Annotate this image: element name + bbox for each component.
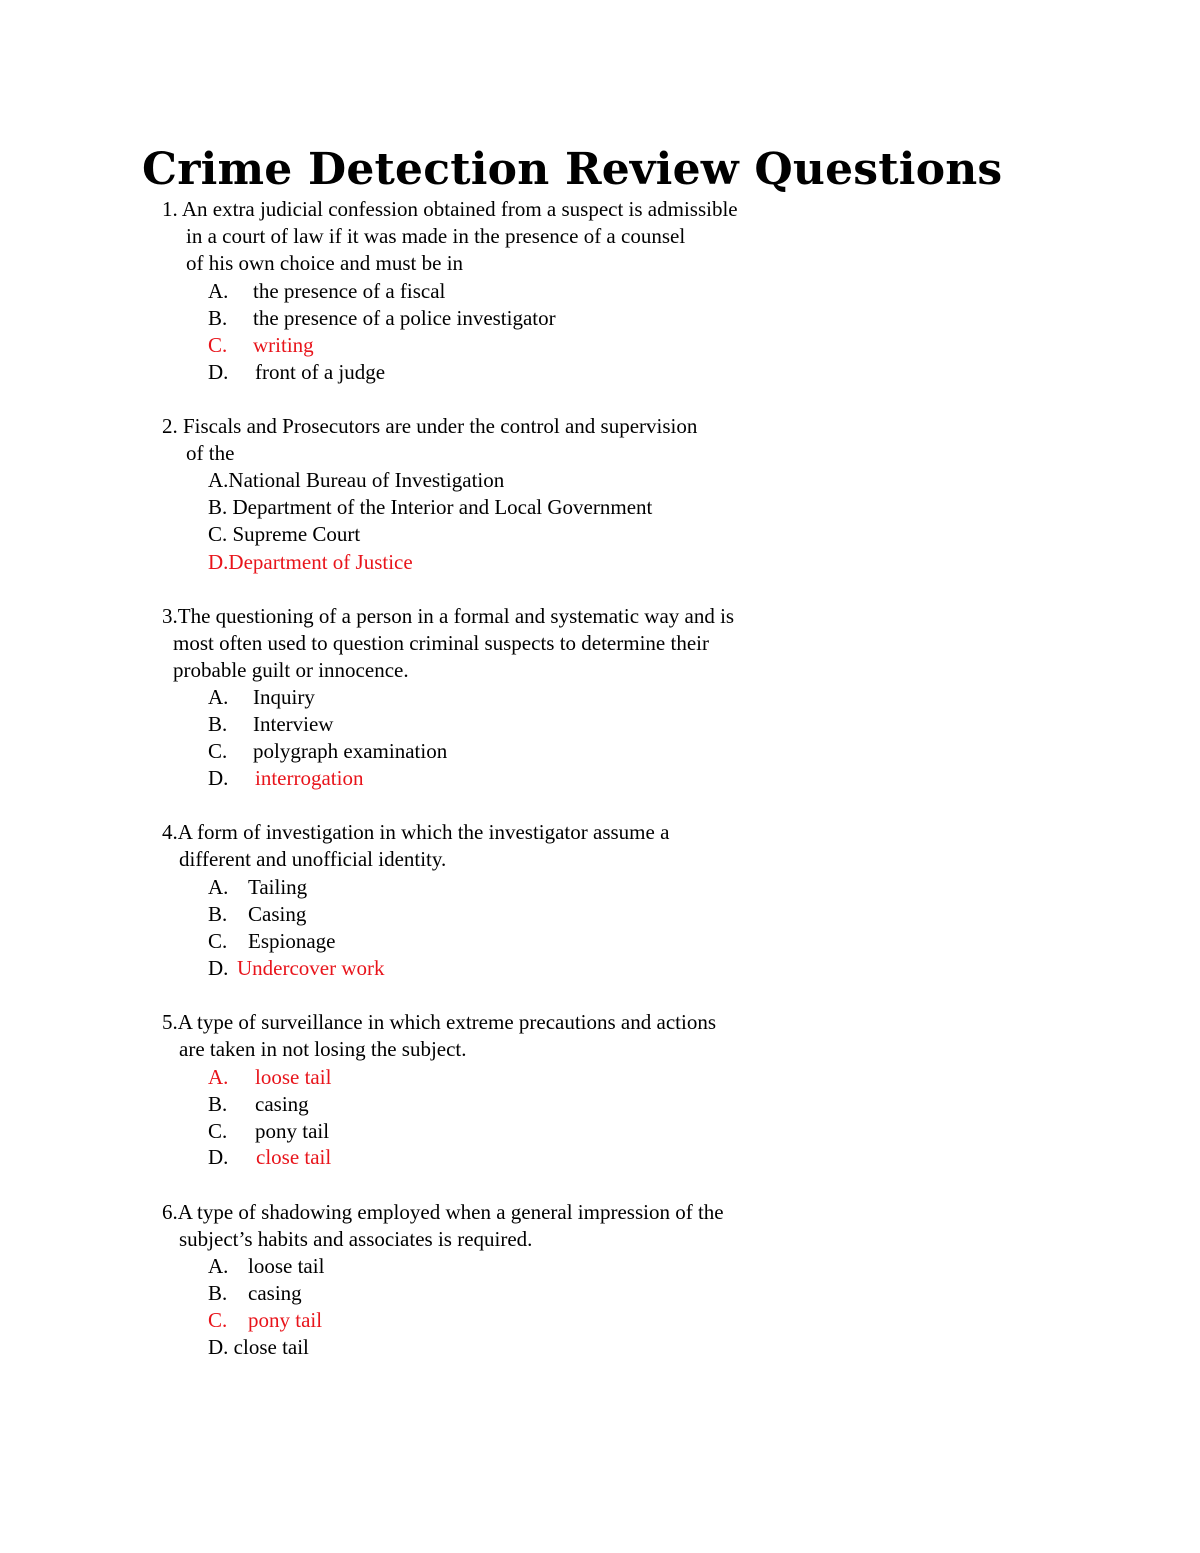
question-6-option-c-letter: C. bbox=[208, 1308, 228, 1332]
question-1-option-d-letter: D. bbox=[208, 360, 229, 384]
question-4-option-c-text: Espionage bbox=[248, 929, 336, 953]
question-1-option-b-text: the presence of a police investigator bbox=[253, 306, 556, 330]
question-5-option-d-letter: D. bbox=[208, 1145, 229, 1169]
question-4-option-a-letter: A. bbox=[208, 875, 229, 899]
question-4-option-d-text-correct: Undercover work bbox=[237, 956, 385, 980]
question-5-option-a-letter: A. bbox=[208, 1065, 229, 1089]
question-3-option-d-letter: D. bbox=[208, 766, 229, 790]
question-6-option-b-letter: B. bbox=[208, 1281, 228, 1305]
question-4-option-b-letter: B. bbox=[208, 902, 228, 926]
question-5-stem-line-2: are taken in not losing the subject. bbox=[179, 1037, 467, 1061]
question-4-option-d-letter: D. bbox=[208, 956, 229, 980]
question-1-option-c-text-correct: writing bbox=[253, 333, 314, 357]
question-2-option-c: C. Supreme Court bbox=[208, 522, 361, 546]
question-1-option-b-letter: B. bbox=[208, 306, 228, 330]
question-2-stem-line-2: of the bbox=[186, 441, 235, 465]
question-6-stem-line-1: 6.A type of shadowing employed when a general impression of the bbox=[162, 1200, 724, 1224]
question-2-stem-line-1: 2. Fiscals and Prosecutors are under the control and supervision bbox=[162, 414, 698, 438]
question-1-stem-line-1: 1. An extra judicial confession obtained from a suspect is admissible bbox=[162, 197, 738, 221]
question-4-stem-line-1: 4.A form of investigation in which the investigator assume a bbox=[162, 820, 670, 844]
question-4-option-a-text: Tailing bbox=[248, 875, 308, 899]
question-5-option-b-letter: B. bbox=[208, 1092, 228, 1116]
question-6-option-c-text-correct: pony tail bbox=[248, 1308, 323, 1332]
question-5-option-d-text-correct: close tail bbox=[256, 1145, 332, 1169]
question-5-option-c-text: pony tail bbox=[255, 1119, 330, 1143]
question-2-option-a: A.National Bureau of Investigation bbox=[208, 468, 505, 492]
question-6-option-b-text: casing bbox=[248, 1281, 302, 1305]
question-3-option-a-text: Inquiry bbox=[253, 685, 315, 709]
question-4-option-c-letter: C. bbox=[208, 929, 228, 953]
question-1-stem-line-3: of his own choice and must be in bbox=[186, 251, 464, 275]
question-1-stem-line-2: in a court of law if it was made in the presence of a counsel bbox=[186, 224, 686, 248]
question-6-stem-line-2: subject’s habits and associates is required. bbox=[179, 1227, 533, 1251]
question-5-option-a-text-correct: loose tail bbox=[255, 1065, 332, 1089]
question-4-option-b-text: Casing bbox=[248, 902, 307, 926]
question-3-stem-line-1: 3.The questioning of a person in a formal and systematic way and is bbox=[162, 604, 735, 628]
question-3-option-b-letter: B. bbox=[208, 712, 228, 736]
question-4-stem-line-2: different and unofficial identity. bbox=[179, 847, 447, 871]
question-1-option-a-text: the presence of a fiscal bbox=[253, 279, 446, 303]
page-title: Crime Detection Review Questions bbox=[142, 144, 1003, 195]
question-6-option-a-letter: A. bbox=[208, 1254, 229, 1278]
question-6-option-a-text: loose tail bbox=[248, 1254, 325, 1278]
question-3-stem-line-3: probable guilt or innocence. bbox=[173, 658, 409, 682]
question-3-option-c-text: polygraph examination bbox=[253, 739, 448, 763]
question-5-stem-line-1: 5.A type of surveillance in which extreme precautions and actions bbox=[162, 1010, 716, 1034]
question-1-option-d-text: front of a judge bbox=[255, 360, 386, 384]
question-1-option-c-letter: C. bbox=[208, 333, 228, 357]
question-3-option-b-text: Interview bbox=[253, 712, 334, 736]
question-3-option-c-letter: C. bbox=[208, 739, 228, 763]
question-3-option-a-letter: A. bbox=[208, 685, 229, 709]
question-2-option-d-correct: D.Department of Justice bbox=[208, 550, 413, 574]
question-6-option-d: D. close tail bbox=[208, 1335, 309, 1359]
question-3-stem-line-2: most often used to question criminal suspects to determine their bbox=[173, 631, 709, 655]
question-3-option-d-text-correct: interrogation bbox=[255, 766, 364, 790]
question-1-option-a-letter: A. bbox=[208, 279, 229, 303]
question-5-option-c-letter: C. bbox=[208, 1119, 228, 1143]
question-2-option-b: B. Department of the Interior and Local Government bbox=[208, 495, 653, 519]
question-5-option-b-text: casing bbox=[255, 1092, 309, 1116]
